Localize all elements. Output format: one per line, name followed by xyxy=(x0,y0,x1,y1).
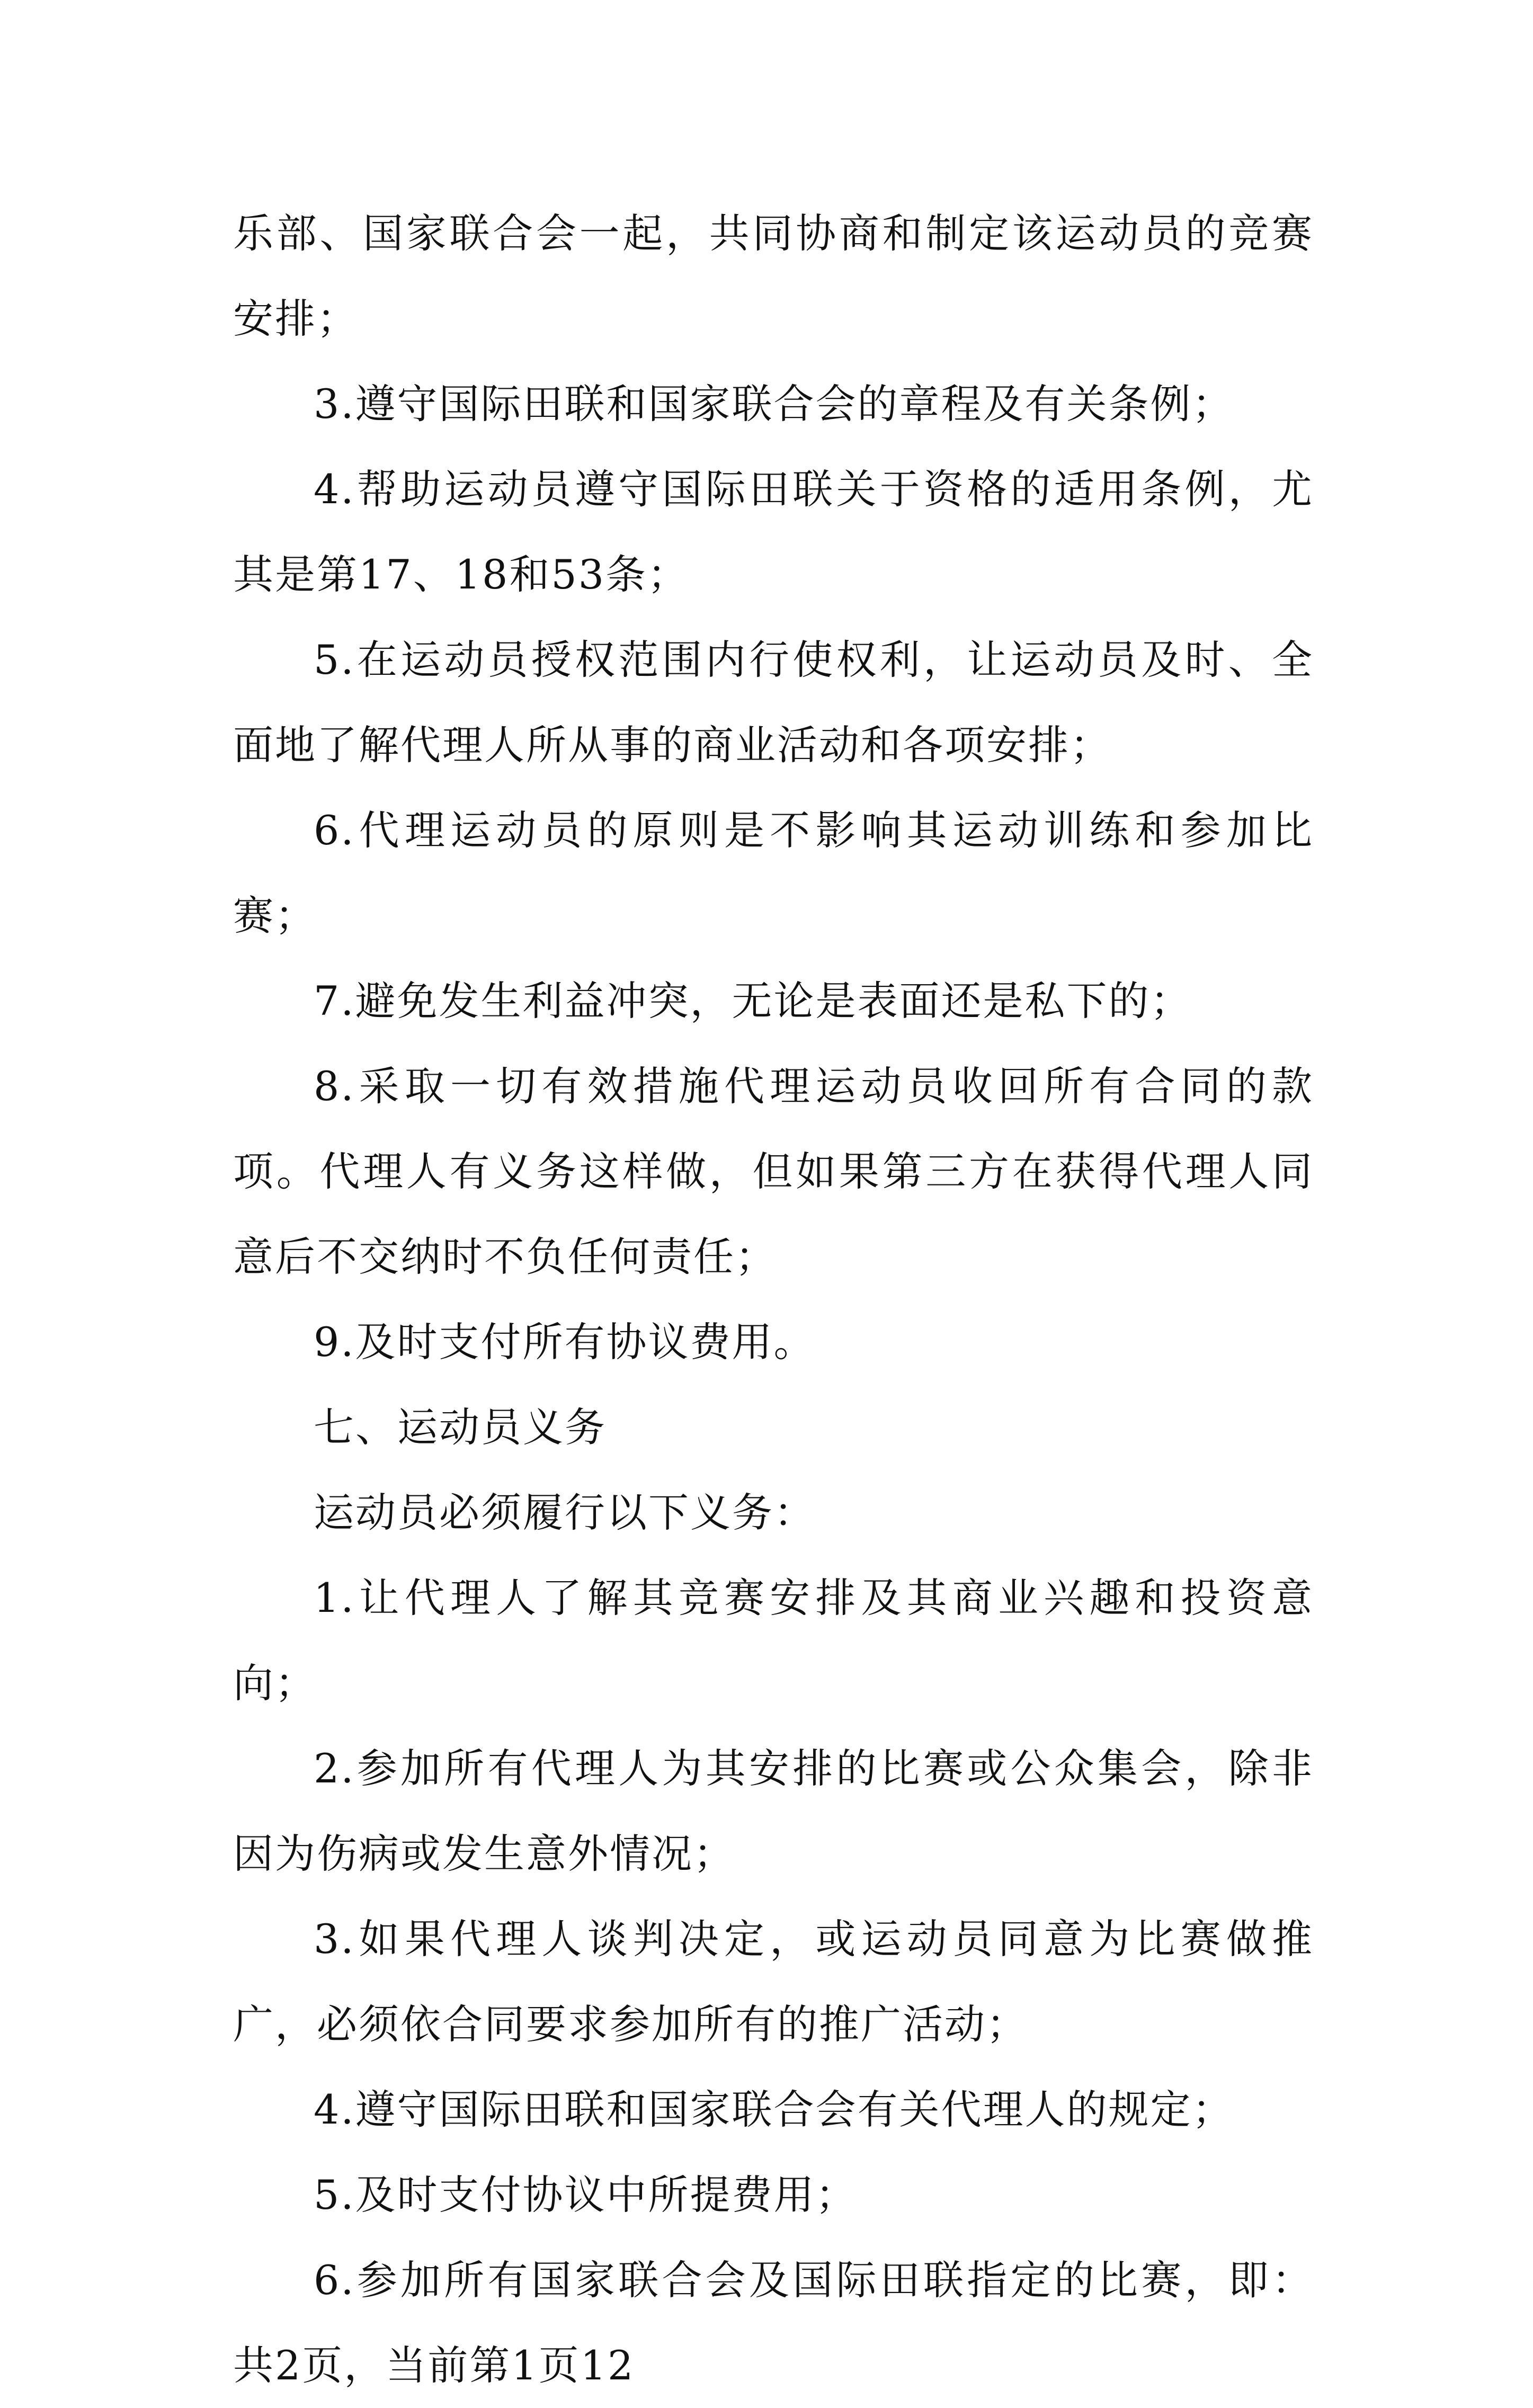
athlete-item-1: 1.让代理人了解其竞赛安排及其商业兴趣和投资意向； xyxy=(233,1574,1314,1707)
paragraph-continuation: 乐部、国家联合会一起，共同协商和制定该运动员的竞赛安排； xyxy=(233,210,1314,342)
paragraph-item-5: 5.在运动员授权范围内行使权利，让运动员及时、全面地了解代理人所从事的商业活动和各项安排； xyxy=(233,636,1314,769)
paragraph-item-8: 8.采取一切有效措施代理运动员收回所有合同的款项。代理人有义务这样做，但如果第三方在获得代理人同意后不交纳时不负任何责任； xyxy=(233,1063,1314,1280)
paragraph-item-7: 7.避免发生利益冲突，无论是表面还是私下的； xyxy=(314,977,1192,1024)
document-body xyxy=(233,191,1314,2408)
paragraph-item-3: 3.遵守国际田联和国家联合会的章程及有关条例； xyxy=(314,380,1234,427)
athlete-item-6: 6.参加所有国家联合会及国际田联指定的比赛，即：共2页，当前第1页12 xyxy=(233,2257,1314,2389)
athlete-item-2: 2.参加所有代理人为其安排的比赛或公众集会，除非因为伤病或发生意外情况； xyxy=(233,1745,1314,1877)
athlete-item-4: 4.遵守国际田联和国家联合会有关代理人的规定； xyxy=(314,2086,1234,2133)
athlete-item-5: 5.及时支付协议中所提费用； xyxy=(314,2171,858,2218)
paragraph-item-9: 9.及时支付所有协议费用。 xyxy=(314,1318,816,1366)
paragraph-item-6: 6.代理运动员的原则是不影响其运动训练和参加比赛； xyxy=(233,807,1314,939)
section-intro: 运动员必须履行以下义务： xyxy=(314,1489,816,1536)
paragraph-item-4: 4.帮助运动员遵守国际田联关于资格的适用条例，尤其是第17、18和53条； xyxy=(233,466,1314,598)
section-heading: 七、运动员义务 xyxy=(314,1404,607,1451)
athlete-item-3: 3.如果代理人谈判决定，或运动员同意为比赛做推广，必须依合同要求参加所有的推广活动； xyxy=(233,1915,1314,2048)
